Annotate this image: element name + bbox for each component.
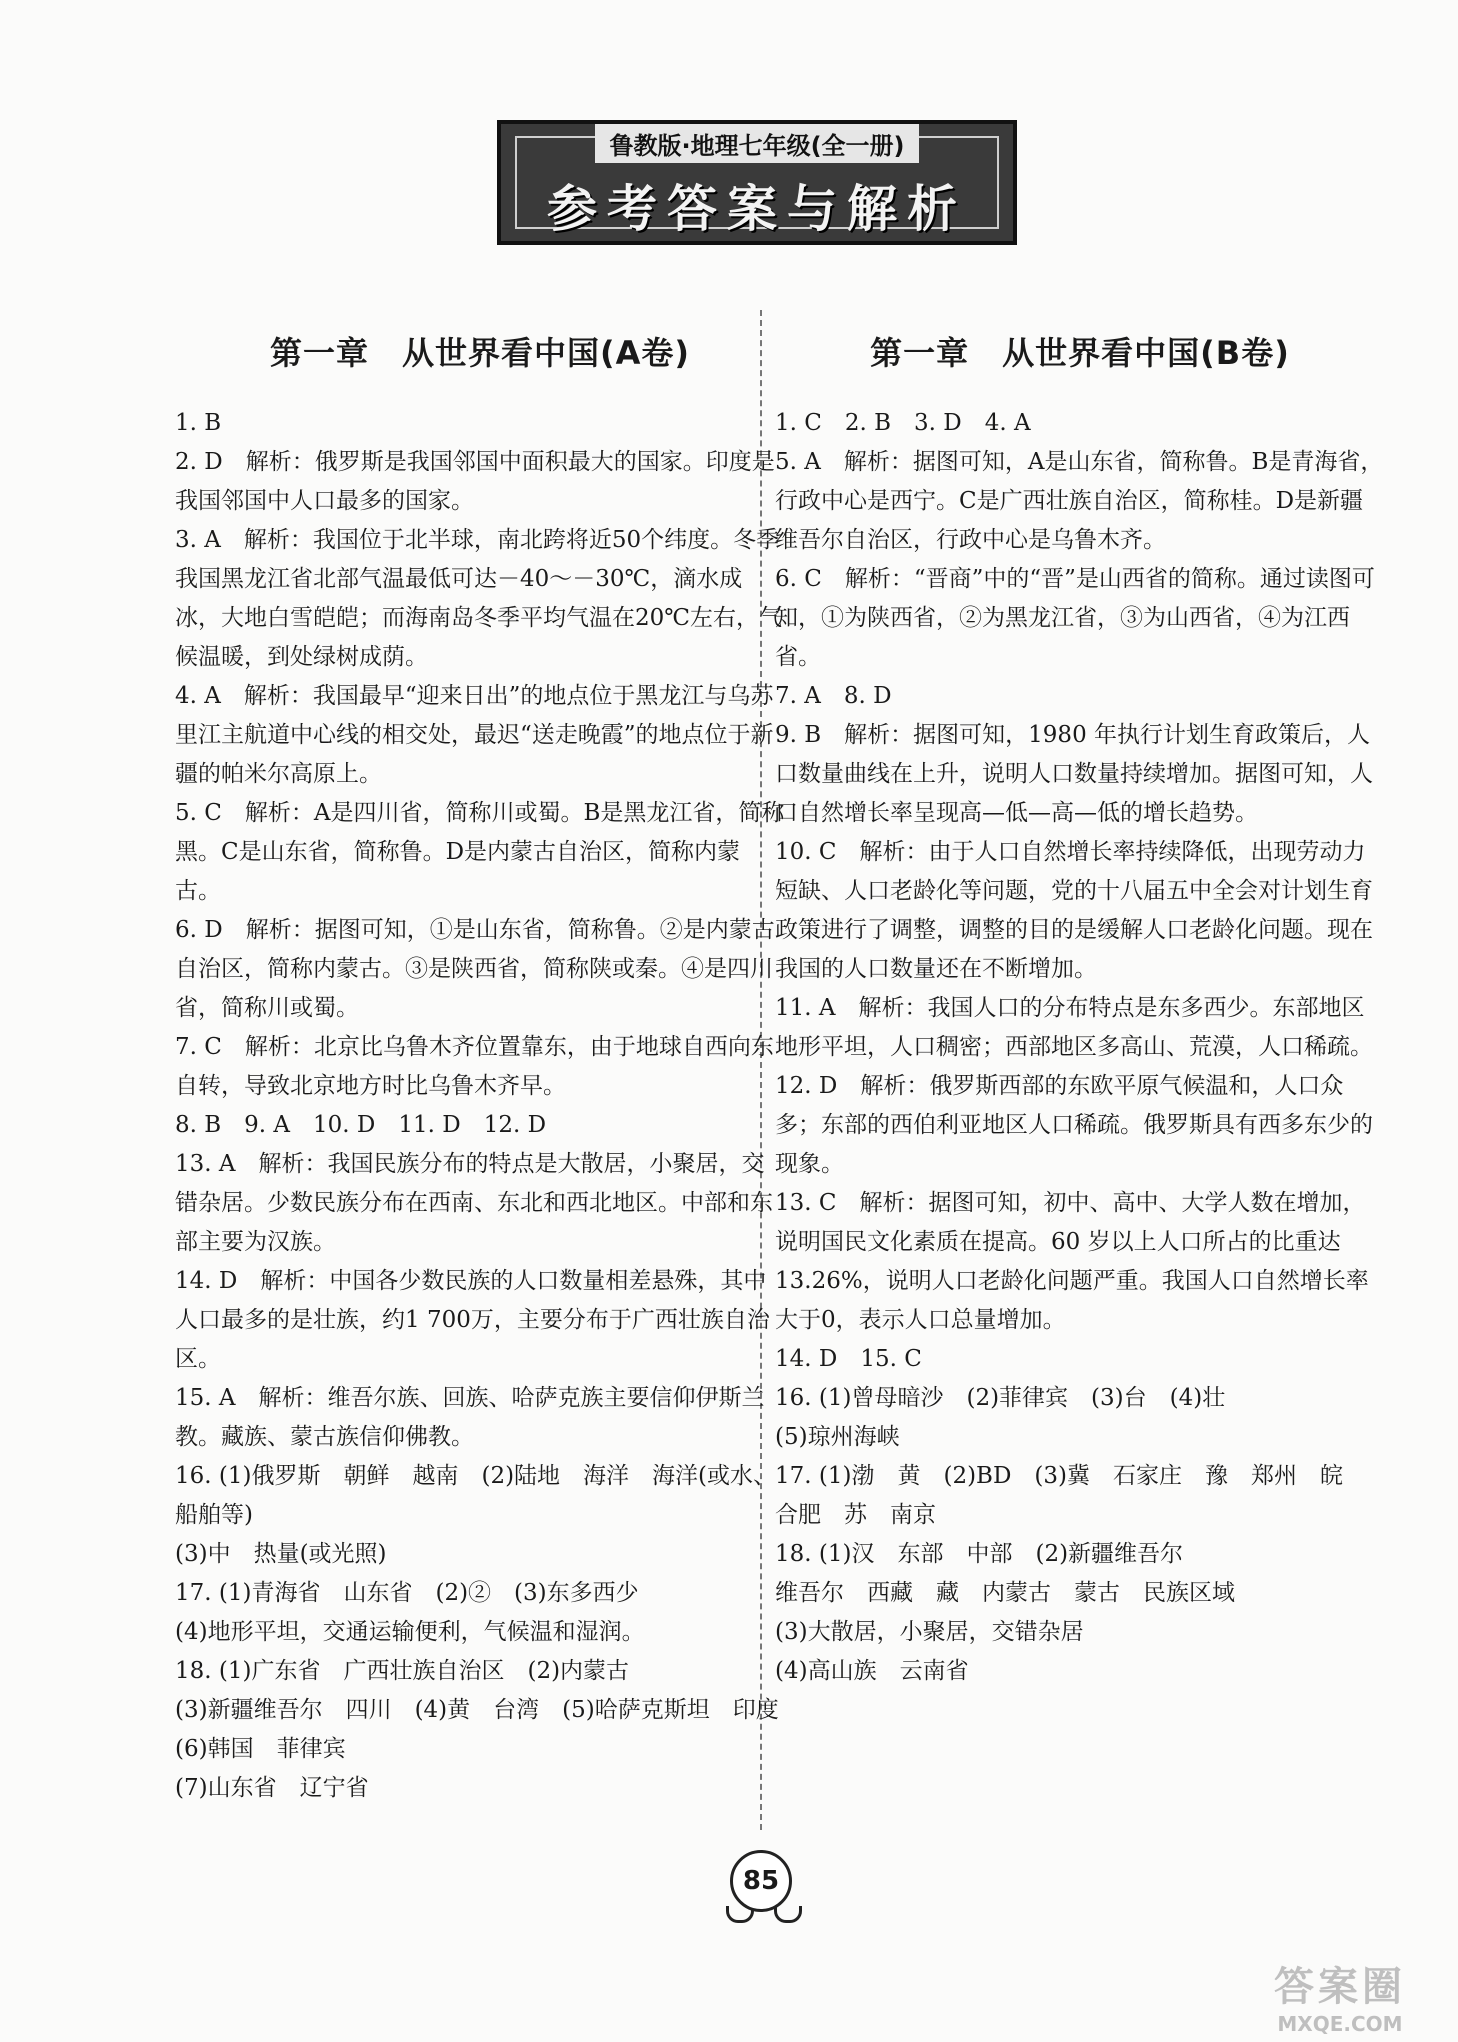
- answer-text: (3)大散居，小聚居，交错杂居: [775, 1619, 1084, 1645]
- answer-text: D 15. C: [818, 1346, 922, 1372]
- answer-item: [775, 1457, 1385, 1535]
- answer-text: D 解析：俄罗斯西部的东欧平原气候温和，人口众多；东部的西伯利亚地区人口稀疏。俄罗斯具有西多东少的现象。: [775, 1073, 1373, 1177]
- answer-text: (1)俄罗斯 朝鲜 越南 (2)陆地 海洋 海洋(或水、船舶等): [175, 1463, 777, 1528]
- answer-item: [175, 521, 785, 677]
- answer-number: 13.: [175, 1151, 212, 1177]
- answer-item: [775, 1418, 1385, 1457]
- answer-text: A 解析：维吾尔族、回族、哈萨克族主要信仰伊斯兰教。藏族、蒙古族信仰佛教。: [175, 1385, 765, 1450]
- answer-number: 18.: [175, 1658, 212, 1684]
- answer-item: [175, 1535, 785, 1574]
- answer-item: [175, 1145, 785, 1262]
- answer-item: [775, 1340, 1385, 1379]
- answer-text: D 解析：据图可知，①是山东省，简称鲁。②是内蒙古自治区，简称内蒙古。③是陕西省，简称陕或秦。④是四川省，简称川或蜀。: [175, 917, 775, 1021]
- answer-item: [175, 1106, 785, 1145]
- answer-text: C 解析：据图可知，初中、高中、大学人数在增加，说明国民文化素质在提高。60 岁以上人口所占的比重达 13.26%，说明人口老龄化问题严重。我国人口自然增长率大于0，表示人口总量增加。: [775, 1190, 1369, 1333]
- answer-text: C 解析：北京比乌鲁木齐位置靠东，由于地球自西向东自转，导致北京地方时比乌鲁木齐早。: [175, 1034, 774, 1099]
- answer-number: 4.: [175, 683, 197, 709]
- answer-number: 2.: [175, 449, 197, 475]
- answer-item: [175, 1691, 802, 1769]
- answer-number: 5.: [775, 449, 797, 475]
- answer-item: [775, 560, 1385, 677]
- answer-item: [775, 443, 1385, 560]
- answer-number: 7.: [175, 1034, 197, 1060]
- answer-number: 5.: [175, 800, 197, 826]
- answer-item: [775, 404, 1385, 443]
- answer-list-a: [175, 404, 802, 1808]
- header-banner: [497, 120, 1017, 245]
- answer-item: [175, 443, 785, 521]
- section-title-b: 第一章 从世界看中国(B卷): [870, 334, 1290, 372]
- answer-item: [175, 404, 785, 443]
- answer-item: [775, 1613, 1385, 1652]
- answer-number: 14.: [775, 1346, 812, 1372]
- answer-number: 10.: [775, 839, 812, 865]
- answer-number: 16.: [775, 1385, 812, 1411]
- answer-text: B: [204, 410, 222, 436]
- answer-item: [175, 1613, 785, 1652]
- answer-item: [775, 716, 1385, 833]
- answer-item: [175, 1262, 785, 1379]
- answer-text: C 解析：A是四川省，简称川或蜀。B是黑龙江省，简称黑。C是山东省，简称鲁。D是内蒙古自治区，简称内蒙古。: [175, 800, 785, 904]
- answer-item: [775, 1067, 1385, 1184]
- answer-text: (1)青海省 山东省 (2)② (3)东多西少: [218, 1580, 639, 1606]
- answer-text: C 解析：由于人口自然增长率持续降低，出现劳动力短缺、人口老龄化等问题，党的十八届五中全会对计划生育政策进行了调整，调整的目的是缓解人口老龄化问题。现在我国的人口数量还在不断增加。: [775, 839, 1373, 982]
- answer-item: [775, 1574, 1385, 1613]
- answer-item: [775, 1184, 1385, 1340]
- watermark-url: MXQE.COM: [1277, 2012, 1403, 2036]
- answer-text: B 解析：据图可知，1980 年执行计划生育政策后，人口数量曲线在上升，说明人口数量持续增加。据图可知，人口自然增长率呈现高—低—高—低的增长趋势。: [775, 722, 1373, 826]
- answer-text: (4)地形平坦，交通运输便利，气候温和湿润。: [175, 1619, 645, 1645]
- answer-item: [775, 1652, 1385, 1691]
- answer-item: [175, 1379, 785, 1457]
- answer-number: 6.: [175, 917, 197, 943]
- answer-text: (4)高山族 云南省: [775, 1658, 969, 1684]
- answer-number: 7.: [775, 683, 797, 709]
- answer-item: [775, 677, 1385, 716]
- section-title-a: 第一章 从世界看中国(A卷): [269, 334, 691, 372]
- answer-item: [775, 1379, 1385, 1418]
- answer-text: 维吾尔 西藏 藏 内蒙古 蒙古 民族区域: [775, 1580, 1235, 1606]
- answer-number: 16.: [175, 1463, 212, 1489]
- answer-number: 17.: [775, 1463, 812, 1489]
- answer-number: 12.: [775, 1073, 812, 1099]
- watermark-logo: 答案圈: [1274, 1964, 1406, 2010]
- page-number: 85: [730, 1850, 792, 1912]
- answer-text: B 9. A 10. D 11. D 12. D: [204, 1112, 547, 1138]
- answer-item: [175, 911, 785, 1028]
- answer-text: C 2. B 3. D 4. A: [804, 410, 1031, 436]
- answer-text: A 8. D: [804, 683, 892, 709]
- answer-number: 6.: [775, 566, 797, 592]
- answer-text: A 解析：我国位于北半球，南北跨将近50个纬度。冬季我国黑龙江省北部气温最低可达－40～－30℃，滴水成冰，大地白雪皑皑；而海南岛冬季平均气温在20℃左右，气候温暖，到处绿树成荫。: [175, 527, 782, 670]
- answer-text: A 解析：我国人口的分布特点是东多西少。东部地区地形平坦，人口稠密；西部地区多高山、荒漠，人口稀疏。: [775, 995, 1373, 1060]
- banner-title: 参考答案与解析: [547, 180, 967, 238]
- answer-number: 15.: [175, 1385, 212, 1411]
- answer-number: 11.: [775, 995, 812, 1021]
- clock-leg-right-icon: [774, 1906, 802, 1923]
- answer-number: 17.: [175, 1580, 212, 1606]
- watermark: [1230, 1955, 1450, 2035]
- answer-text: (1)汉 东部 中部 (2)新疆维吾尔: [818, 1541, 1184, 1567]
- answer-number: 14.: [175, 1268, 212, 1294]
- answer-list-b: [775, 404, 1385, 1691]
- answer-item: [175, 794, 785, 911]
- answer-text: D 解析：俄罗斯是我国邻国中面积最大的国家。印度是我国邻国中人口最多的国家。: [175, 449, 775, 514]
- answer-text: (5)琼州海峡: [775, 1424, 900, 1450]
- answer-number: 8.: [175, 1112, 197, 1138]
- answer-text: (1)渤 黄 (2)BD (3)冀 石家庄 豫 郑州 皖 合肥 苏 南京: [775, 1463, 1366, 1528]
- answer-item: [775, 833, 1385, 989]
- answer-number: 13.: [775, 1190, 812, 1216]
- answer-item: [175, 1574, 785, 1613]
- answer-item: [175, 1769, 785, 1808]
- answer-text: A 解析：我国民族分布的特点是大散居，小聚居，交错杂居。少数民族分布在西南、东北和西北地区。中部和东部主要为汉族。: [175, 1151, 773, 1255]
- answer-column-b: [775, 320, 1385, 1691]
- answer-number: 3.: [175, 527, 197, 553]
- answer-text: D 解析：中国各少数民族的人口数量相差悬殊，其中人口最多的是壮族，约1 700万，主要分布于广西壮族自治区。: [175, 1268, 770, 1372]
- answer-text: (1)广东省 广西壮族自治区 (2)内蒙古: [218, 1658, 630, 1684]
- page-number-badge: [690, 1850, 830, 1930]
- answer-text: (3)中 热量(或光照): [175, 1541, 387, 1567]
- answer-item: [775, 1535, 1385, 1574]
- answer-item: [775, 989, 1385, 1067]
- answer-item: [175, 1457, 785, 1535]
- answer-item: [175, 677, 785, 794]
- answer-number: 1.: [175, 410, 197, 436]
- answer-text: C 解析：“晋商”中的“晋”是山西省的简称。通过读图可知，①为陕西省，②为黑龙江省，③为山西省，④为江西省。: [775, 566, 1375, 670]
- answer-item: [175, 1652, 785, 1691]
- answer-text: (7)山东省 辽宁省: [175, 1775, 369, 1801]
- answer-column-a: [175, 320, 802, 1808]
- answer-number: 1.: [775, 410, 797, 436]
- answer-number: 18.: [775, 1541, 812, 1567]
- answer-text: A 解析：据图可知，A是山东省，简称鲁。B是青海省，行政中心是西宁。C是广西壮族自治区，简称桂。D是新疆维吾尔自治区，行政中心是乌鲁木齐。: [775, 449, 1384, 553]
- answer-text: (3)新疆维吾尔 四川 (4)黄 台湾 (5)哈萨克斯坦 印度 (6)韩国 菲律宾: [175, 1697, 802, 1762]
- answer-item: [175, 1028, 785, 1106]
- answer-text: (1)曾母暗沙 (2)菲律宾 (3)台 (4)壮: [818, 1385, 1226, 1411]
- answer-text: A 解析：我国最早“迎来日出”的地点位于黑龙江与乌苏里江主航道中心线的相交处，最迟“送走晚霞”的地点位于新疆的帕米尔高原上。: [175, 683, 774, 787]
- banner-subtitle: 鲁教版·地理七年级(全一册): [595, 124, 918, 163]
- answer-number: 9.: [775, 722, 797, 748]
